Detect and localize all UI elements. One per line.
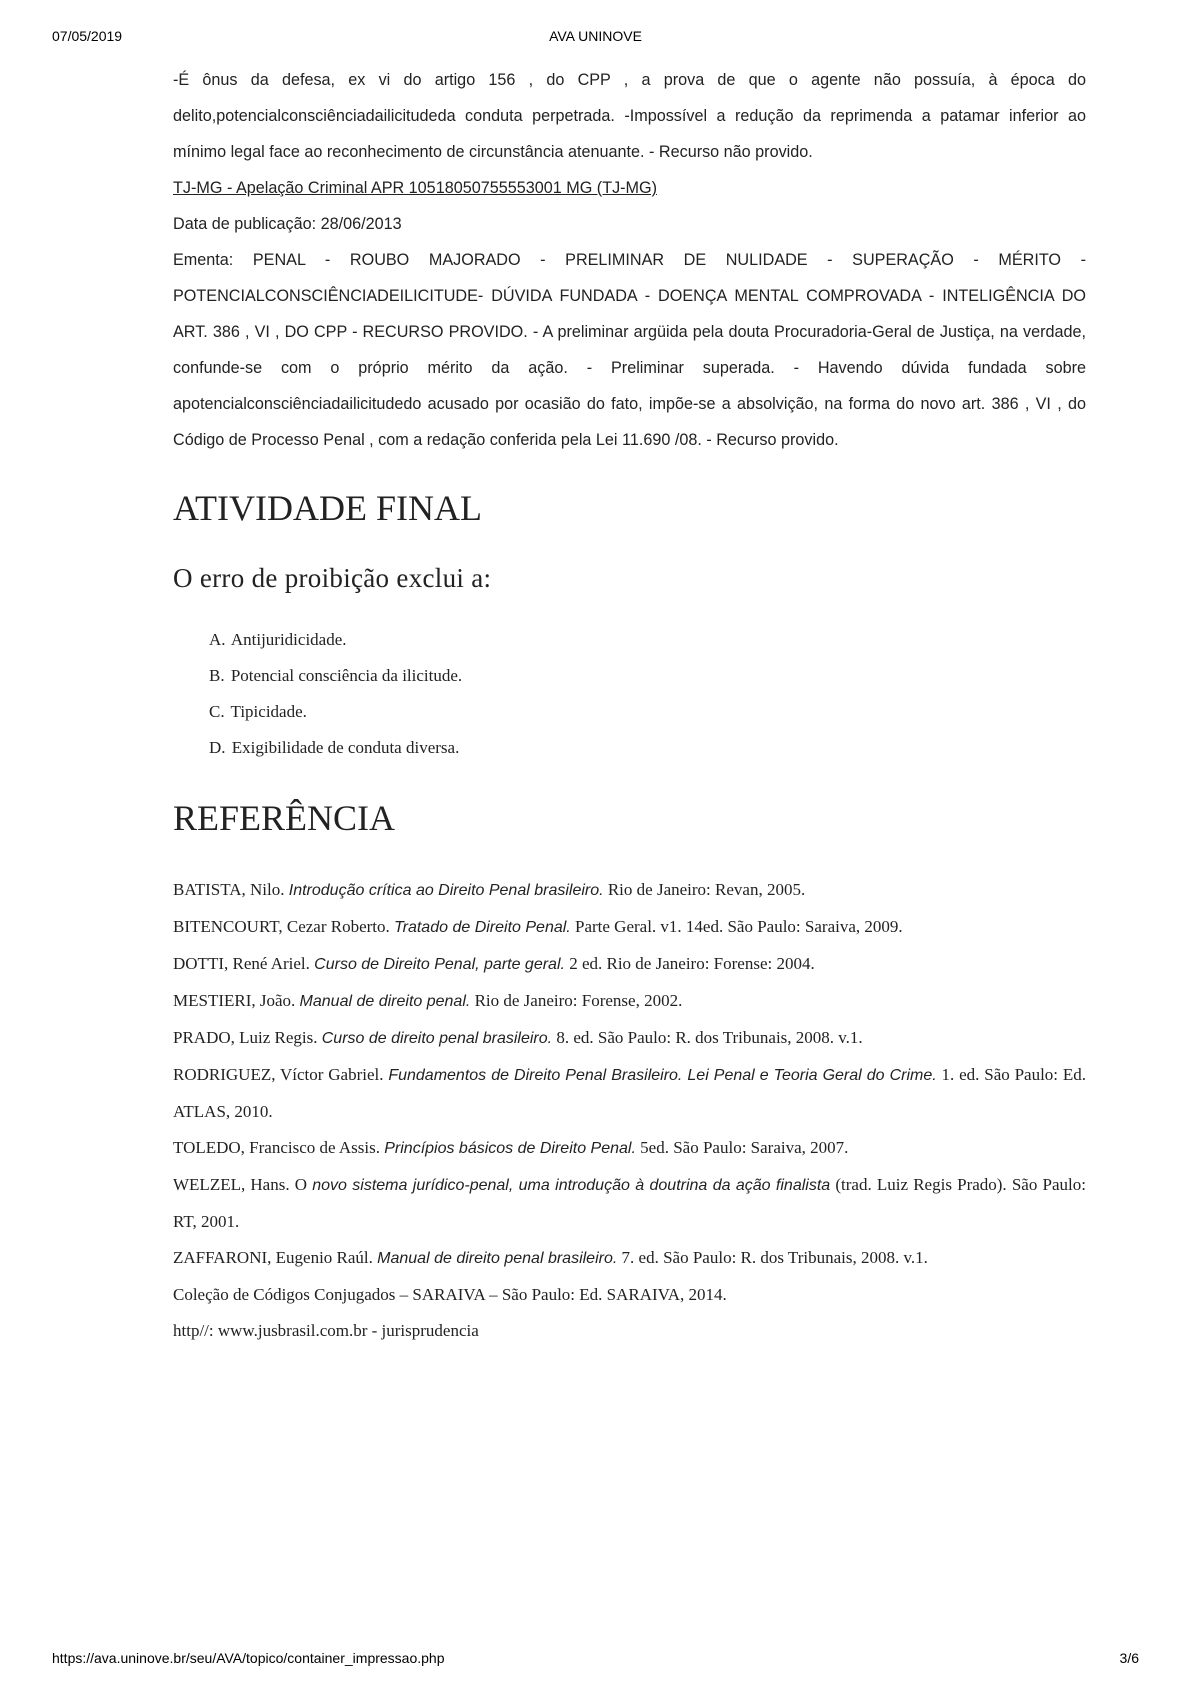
option-b[interactable]: B. Potencial consciência da ilicitude. — [209, 666, 463, 685]
reference-item: DOTTI, René Ariel. Curso de Direito Penal, parte geral. 2 ed. Rio de Janeiro: Forense: 2004. — [173, 954, 815, 973]
reference-item: TOLEDO, Francisco de Assis. Princípios básicos de Direito Penal. 5ed. São Paulo: Saraiva, 2007. — [173, 1138, 849, 1157]
reference-item: BITENCOURT, Cezar Roberto. Tratado de Direito Penal. Parte Geral. v1. 14ed. São Paulo: Saraiva, 2009. — [173, 917, 903, 936]
ementa-paragraph: Ementa: PENAL - ROUBO MAJORADO - PRELIMINAR DE NULIDADE - SUPERAÇÃO - MÉRITO - POTENCIALCONSCIÊNCIADEILICITUDE- DÚVIDA FUNDADA - DOENÇA MENTAL COMPROVADA - INTELIGÊNCIA DO ART. 386 , VI , DO CPP - RECURSO PROVIDO. - A preliminar argüida pela douta Procuradoria-Geral de Justiça, na verdade, confunde-se com o próprio mérito da ação. - Preliminar superada. - Havendo dúvida fundada sobre apotencialconsciênciadailicitudedo acusado por ocasião do fato, impõe-se a absolvição, na forma do novo art. 386 , VI , do Código de Processo Penal , com a redação conferida pela Lei 11.690 /08. - Recurso provido. — [173, 251, 1086, 449]
print-footer — [0, 1650, 1191, 1670]
jurisprudence-paragraph: -É ônus da defesa, ex vi do artigo 156 , do CPP , a prova de que o agente não possuía, à época do delito,potencialconsciênciadailicitudeda conduta perpetrada. -Impossível a redução da reprimenda a patamar inferior ao mínimo legal face ao reconhecimento de circunstância atenuante. - Recurso não provido. — [173, 71, 1086, 161]
print-date: 07/05/2019 — [52, 28, 123, 44]
reference-item: MESTIERI, João. Manual de direito penal. Rio de Janeiro: Forense, 2002. — [173, 991, 683, 1010]
page-content — [173, 62, 1086, 1349]
reference-item: Coleção de Códigos Conjugados – SARAIVA – São Paulo: Ed. SARAIVA, 2014. — [173, 1285, 727, 1304]
reference-item: PRADO, Luiz Regis. Curso de direito penal brasileiro. 8. ed. São Paulo: R. dos Tribunais, 2008. v.1. — [173, 1028, 863, 1047]
print-header — [0, 28, 1191, 48]
reference-item: BATISTA, Nilo. Introdução crítica ao Direito Penal brasileiro. Rio de Janeiro: Revan, 2005. — [173, 880, 806, 899]
activity-title: ATIVIDADE FINAL — [173, 488, 482, 528]
reference-item: RODRIGUEZ, Víctor Gabriel. Fundamentos de Direito Penal Brasileiro. Lei Penal e Teoria Geral do Crime. 1. ed. São Paulo: Ed. ATLAS, 2010. — [173, 1065, 1086, 1121]
activity-question: O erro de proibição exclui a: — [173, 563, 492, 593]
answer-options — [209, 622, 1086, 766]
print-url: https://ava.uninove.br/seu/AVA/topico/container_impressao.php — [52, 1650, 445, 1666]
option-c[interactable]: C. Tipicidade. — [209, 702, 307, 721]
references-title: REFERÊNCIA — [173, 798, 396, 838]
reference-item: http//: www.jusbrasil.com.br - jurisprudencia — [173, 1321, 479, 1340]
references-list — [173, 872, 1086, 1349]
print-site-title: AVA UNINOVE — [549, 28, 642, 44]
publication-date: Data de publicação: 28/06/2013 — [173, 215, 402, 233]
option-a[interactable]: A. Antijuridicidade. — [209, 630, 347, 649]
reference-item: ZAFFARONI, Eugenio Raúl. Manual de direito penal brasileiro. 7. ed. São Paulo: R. dos Tribunais, 2008. v.1. — [173, 1248, 928, 1267]
option-d[interactable]: D. Exigibilidade de conduta diversa. — [209, 738, 460, 757]
page-number: 3/6 — [1119, 1650, 1139, 1666]
case-link[interactable]: TJ-MG - Apelação Criminal APR 10518050755553001 MG (TJ-MG) — [173, 179, 658, 197]
reference-item: WELZEL, Hans. O novo sistema jurídico-penal, uma introdução à doutrina da ação finalista (trad. Luiz Regis Prado). São Paulo: RT, 2001. — [173, 1175, 1086, 1231]
